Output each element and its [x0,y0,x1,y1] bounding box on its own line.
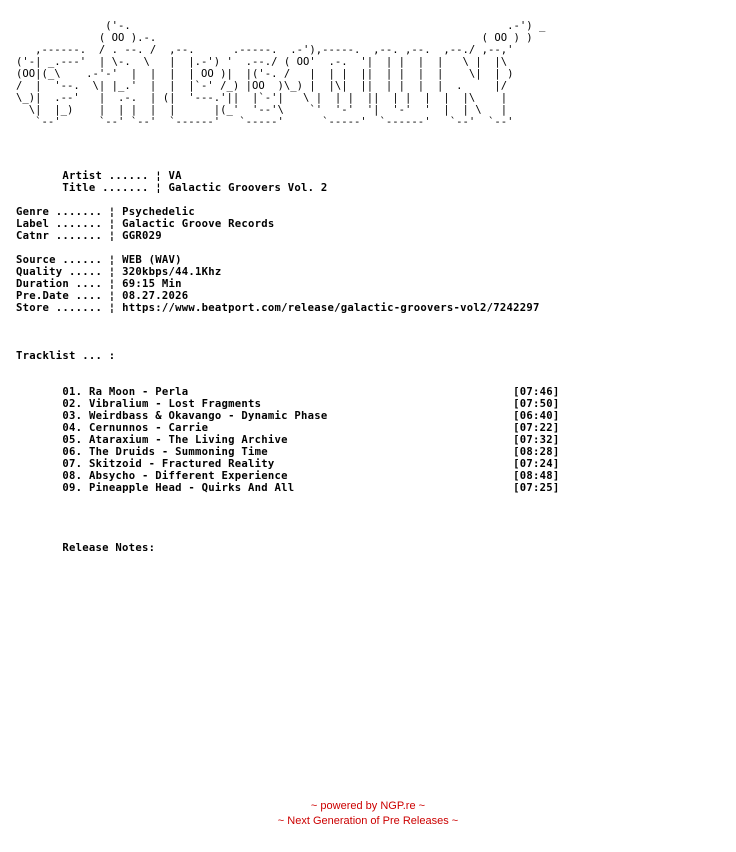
catnr-row: Catnr ....... ¦ GGR029 [16,230,162,242]
logo-line: `--' `--' `--' `------' `-----' `-----' `------' `--' `--' [16,116,514,128]
predate-label: Pre.Date .... [16,290,103,302]
track-row [16,458,560,470]
genre-label: Genre ....... [16,206,103,218]
track-number: 01. [62,386,83,398]
track-name: Vibralium - Lost Fragments [88,398,262,410]
track-duration: [08:48] [513,470,560,482]
release-nfo [16,14,560,554]
artist-row: Artist ...... ¦ VA [62,170,182,182]
title-value: Galactic Groovers Vol. 2 [168,182,328,194]
logo-line: ('-| _.---' | \-. \ | |.-') ' .--./ ( OO' .-. '| | | | | \ | |\ [16,56,508,68]
quality-label: Quality ..... [16,266,103,278]
track-name: Pineapple Head - Quirks And All [88,482,295,494]
footer-tagline [0,815,736,827]
track-number: 03. [62,410,83,422]
catnr-value: GGR029 [122,230,162,242]
track-row [16,434,560,446]
track-row [16,422,560,434]
track-number: 02. [62,398,83,410]
store-link[interactable]: https://www.beatport.com/release/galactic-groovers-vol2/7242297 [122,302,540,314]
track-number: 06. [62,446,83,458]
logo-line: ('-. .-') _ [16,20,546,32]
track-duration: [07:24] [513,458,560,470]
track-number: 07. [62,458,83,470]
genre-row: Genre ....... ¦ Psychedelic [16,206,195,218]
track-duration: [08:28] [513,446,560,458]
track-number: 08. [62,470,83,482]
track-name: Cernunnos - Carrie [88,422,209,434]
duration-value: 69:15 Min [122,278,182,290]
track-row [16,470,560,482]
logo-line: / | '--. \| |_.' | | |`-' /_) |OO )\_) | |\| || | | | | . |/ [16,80,508,92]
predate-row: Pre.Date .... ¦ 08.27.2026 [16,290,189,302]
tagline-text: ~ Next Generation of Pre Releases ~ [277,815,459,827]
source-label: Source ...... [16,254,103,266]
source-row: Source ...... ¦ WEB (WAV) [16,254,182,266]
store-row: Store ....... ¦ https://www.beatport.com/release/galactic-groovers-vol2/7242297 [16,302,540,314]
track-number: 05. [62,434,83,446]
duration-row: Duration .... ¦ 69:15 Min [16,278,182,290]
artist-label: Artist ...... [62,170,149,182]
tracklist-heading: Tracklist ... : [16,350,116,362]
track-list [16,386,560,494]
track-duration: [07:22] [513,422,560,434]
track-name: Ra Moon - Perla [88,386,189,398]
quality-value: 320kbps/44.1Khz [122,266,222,278]
track-duration: [07:32] [513,434,560,446]
title-row: Title ....... ¦ Galactic Groovers Vol. 2 [62,182,328,194]
track-duration: [07:46] [513,386,560,398]
footer-powered-by [0,800,736,812]
track-row [16,410,560,422]
powered-by-text[interactable]: ~ powered by NGP.re ~ [310,800,426,812]
source-value: WEB (WAV) [122,254,182,266]
track-name: The Druids - Summoning Time [88,446,268,458]
label-value: Galactic Groove Records [122,218,275,230]
track-name: Absycho - Different Experience [88,470,288,482]
track-name: Skitzoid - Fractured Reality [88,458,275,470]
track-row [16,482,560,494]
track-number: 04. [62,422,83,434]
track-duration: [07:25] [513,482,560,494]
artist-value: VA [168,170,182,182]
logo-line: \_)| .--' | .-. | (| '---.'|| |`-'| \ | | | || | | | | |\ | [16,92,508,104]
logo-line: ( OO ).-. ( OO ) ) [16,32,533,44]
track-row [16,446,560,458]
track-duration: [07:50] [513,398,560,410]
quality-row: Quality ..... ¦ 320kbps/44.1Khz [16,266,222,278]
track-duration: [06:40] [513,410,560,422]
catnr-label: Catnr ....... [16,230,103,242]
logo-line: ,------. / . --. / ,--. .-----. .-'),-----. ,--. ,--. ,--./ ,--,' [16,44,514,56]
track-row [16,386,560,398]
label-label: Label ....... [16,218,103,230]
track-row [16,398,560,410]
store-label: Store ....... [16,302,103,314]
duration-label: Duration .... [16,278,103,290]
track-name: Ataraxium - The Living Archive [88,434,288,446]
logo-line: (OO|(_\ .-'-' | | | | OO )| |('-. / | | | || | | | | \| | ) [16,68,514,80]
label-row: Label ....... ¦ Galactic Groove Records [16,218,275,230]
track-number: 09. [62,482,83,494]
title-label: Title ....... [62,182,149,194]
genre-value: Psychedelic [122,206,195,218]
track-name: Weirdbass & Okavango - Dynamic Phase [88,410,328,422]
logo-line: \| |_) | | | | | |(_' '--'\ `' '-' '| '-' ' | | \ | [16,104,508,116]
release-notes-heading: Release Notes: [62,542,156,554]
predate-value: 08.27.2026 [122,290,189,302]
